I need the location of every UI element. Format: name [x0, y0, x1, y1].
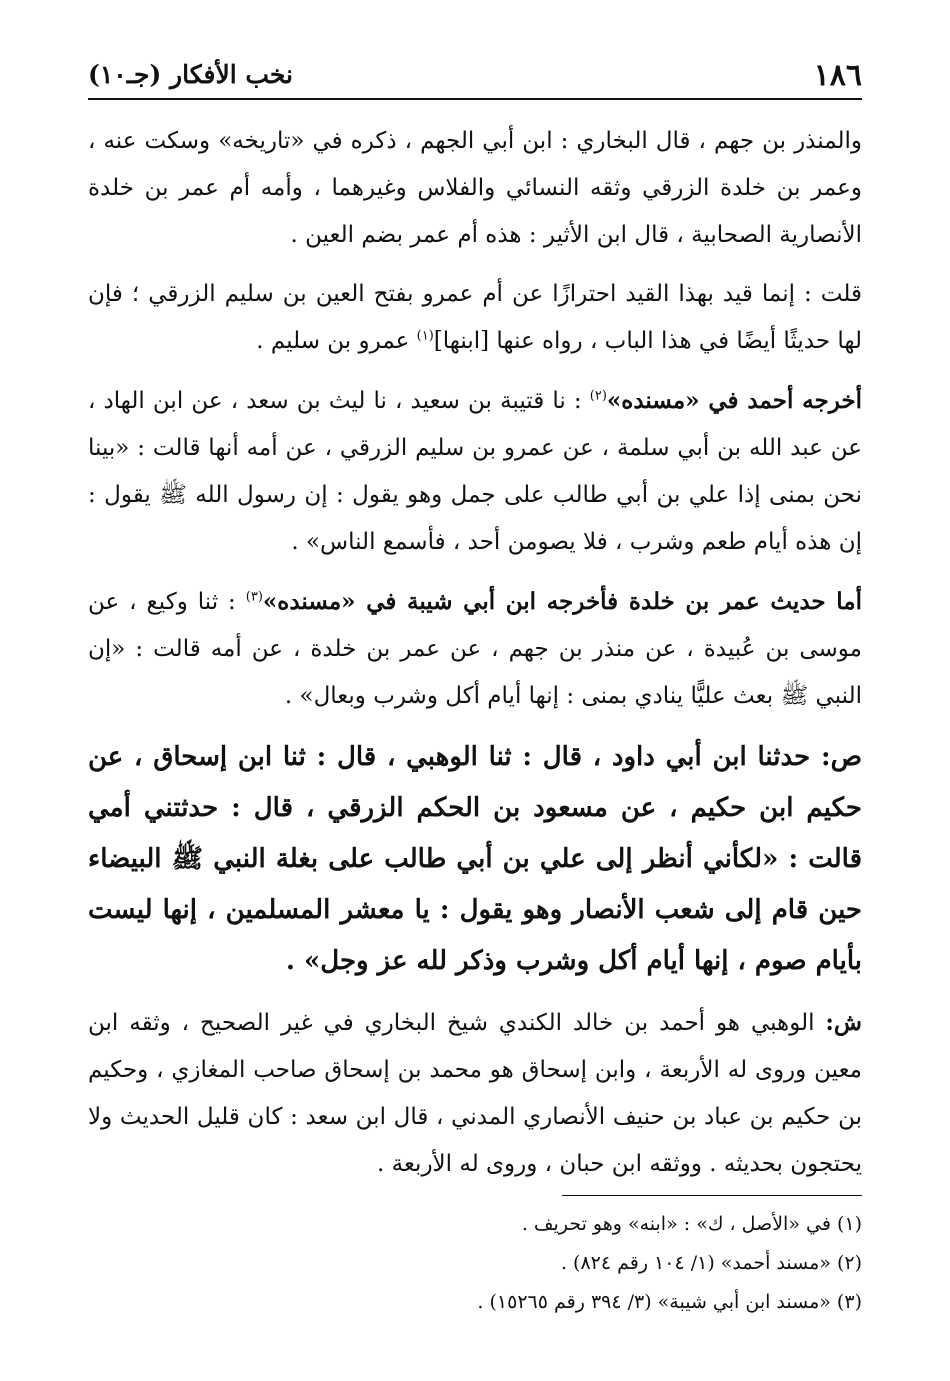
- book-title: نخب الأفكار (جـ١٠): [88, 60, 294, 89]
- page-header: [88, 58, 862, 98]
- footnotes: [88, 1205, 862, 1322]
- footnote-rule: [562, 1195, 862, 1196]
- main-text: [88, 118, 862, 1200]
- page-number: ١٨٦: [813, 58, 862, 93]
- footnote-ref-3: (٣): [245, 589, 263, 605]
- commentary-marker: ش:: [825, 1009, 862, 1036]
- paragraph-2-end: عمرو بن سليم .: [256, 328, 417, 354]
- footnote-1: (١) في «الأصل ، ك» : «ابنه» وهو تحريف .: [521, 1213, 862, 1235]
- paragraph-4-text: : ثنا وكيع ، عن موسى بن عُبيدة ، عن منذر بن جهم ، عن عمر بن خلدة ، عن أمه قالت : «إن النبي ﷺ بعث عليًّا ينادي بمنى : إنها أيام أكل وشرب وبعال» .: [88, 589, 862, 709]
- paragraph-3: [88, 377, 862, 566]
- commentary-text: الوهبي هو أحمد بن خالد الكندي شيخ البخاري في غير الصحيح ، وثقه ابن معين وروى له الأربعة ، وابن إسحاق هو محمد بن إسحاق صاحب المغازي ، وحكيم بن حكيم بن عباد بن حنيف الأنصاري المدني ، قال ابن سعد : كان قليل الحديث ولا يحتجون بحديثه . ووثقه ابن حبان ، وروى له الأربعة .: [88, 1010, 862, 1177]
- footnote-3: (٣) «مسند ابن أبي شيبة» (٣/ ٣٩٤ رقم ١٥٢٦٥) .: [477, 1291, 862, 1313]
- footnote-ref-2: (٢): [589, 388, 607, 404]
- paragraph-1: والمنذر بن جهم ، قال البخاري : ابن أبي الجهم ، ذكره في «تاريخه» وسكت عنه ، وعمر بن خلدة الزرقي وثقه النسائي والفلاس وغيرهما ، وأمه أم عمر بن خلدة الأنصارية الصحابية ، قال ابن الأثير : هذه أم عمر بضم العين .: [88, 128, 862, 248]
- paragraph-4: [88, 578, 862, 720]
- paragraph-3-heading: أخرجه أحمد في «مسنده»: [606, 387, 862, 414]
- main-hadith-text: ص: حدثنا ابن أبي داود ، قال : ثنا الوهبي ، قال : ثنا ابن إسحاق ، عن حكيم ابن حكيم ، عن مسعود بن الحكم الزرقي ، قال : حدثتني أمي قالت : «لكأني أنظر إلى علي بن أبي طالب على بغلة النبي ﷺ البيضاء حين قام إلى شعب الأنصار وهو يقول : يا معشر المسلمين ، إنها ليست بأيام صوم ، إنها أيام أكل وشرب وذكر لله عز وجل» .: [88, 742, 863, 976]
- header-rule: [88, 98, 862, 100]
- paragraph-6: [88, 999, 862, 1188]
- paragraph-2-text: قلت : إنما قيد بهذا القيد احترازًا عن أم عمرو بفتح العين بن سليم الزرقي ؛ فإن لها حديثًا أيضًا في هذا الباب ، رواه عنها [ابنها]: [88, 281, 862, 354]
- paragraph-2: [88, 271, 862, 365]
- paragraph-3-text: : نا قتيبة بن سعيد ، نا ليث بن سعد ، عن ابن الهاد ، عن عبد الله بن أبي سلمة ، عن عمرو بن سليم الزرقي ، عن أمه أنها قالت : «بينا نحن بمنى إذا علي بن أبي طالب على جمل وهو يقول : إن رسول الله ﷺ يقول : إن هذه أيام طعم وشرب ، فلا يصومن أحد ، فأسمع الناس» .: [88, 388, 862, 555]
- footnote-ref-1: (١): [416, 328, 434, 344]
- footnote-2: (٢) «مسند أحمد» (١/ ١٠٤ رقم ٨٢٤) .: [560, 1252, 862, 1274]
- paragraph-4-heading: أما حديث عمر بن خلدة فأخرجه ابن أبي شيبة في «مسنده»: [262, 588, 862, 615]
